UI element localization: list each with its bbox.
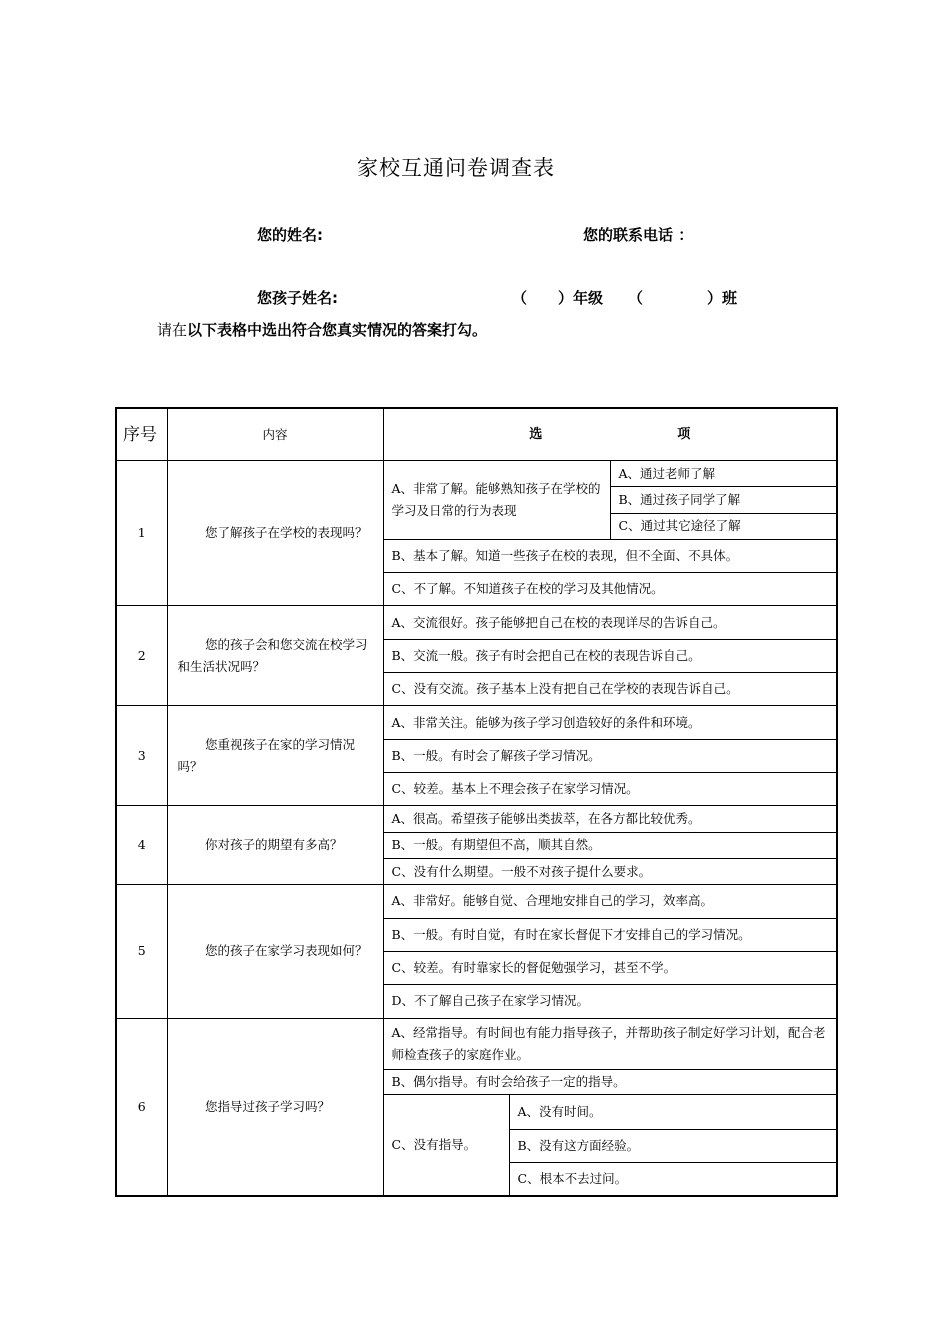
q1-number: 1 [116,461,167,606]
header-options-b: 项 [677,426,691,442]
q6-sub-option-a[interactable]: A、没有时间。 [509,1095,837,1129]
q4-number: 4 [116,806,167,885]
q3-option-b[interactable]: B、一般。有时会了解孩子学习情况。 [383,739,837,772]
q1-text [167,461,383,606]
q4-text [167,806,383,885]
header-options-a: 选 [529,426,543,442]
instruction-bold: 以下表格中选出符合您真实情况的答案打勾。 [187,321,488,339]
q5-text-body: 您的孩子在家学习表现如何？ [205,943,368,959]
q1-option-a[interactable]: A、非常了解。能够熟知孩子在学校的学习及日常的行为表现 [383,461,610,540]
class-open-paren: （ [628,289,644,307]
q4-option-b[interactable]: B、一般。有期望但不高，顺其自然。 [383,832,837,858]
q6-text [167,1018,383,1196]
q5-option-d[interactable]: D、不了解自己孩子在家学习情况。 [383,985,837,1018]
q3-text [167,706,383,806]
q6-option-b[interactable]: B、偶尔指导。有时会给孩子一定的指导。 [383,1070,837,1095]
q5-text [167,885,383,1018]
table-row [116,806,837,832]
header-options [383,408,837,461]
q5-option-c[interactable]: C、较差。有时靠家长的督促勉强学习，甚至不学。 [383,951,837,984]
q4-option-c[interactable]: C、没有什么期望。一般不对孩子提什么要求。 [383,858,837,884]
q3-option-c[interactable]: C、较差。基本上不理会孩子在家学习情况。 [383,773,837,806]
q6-sub-option-b[interactable]: B、没有这方面经验。 [509,1129,837,1162]
q1-text-body: 您了解孩子在学校的表现吗？ [205,525,368,541]
q1-option-b[interactable]: B、基本了解。知道一些孩子在校的表现，但不全面、不具体。 [383,539,837,572]
q2-number: 2 [116,606,167,706]
q6-text-body: 您指导过孩子学习吗？ [205,1098,331,1114]
table-row [116,1018,837,1070]
q6-option-c[interactable]: C、没有指导。 [383,1095,509,1196]
q4-text-body: 你对孩子的期望有多高？ [205,837,343,853]
grade-label: ）年级 [558,289,604,307]
q1-sub-option-a[interactable]: A、通过老师了解 [610,461,837,487]
grade-open-paren: （ [512,289,528,307]
q2-text [167,606,383,706]
q2-option-c[interactable]: C、没有交流。孩子基本上没有把自己在学校的表现告诉自己。 [383,673,837,706]
page-title: 家校互通问卷调查表 [357,156,555,180]
q3-number: 3 [116,706,167,806]
q4-option-a[interactable]: A、很高。希望孩子能够出类拔萃，在各方都比较优秀。 [383,806,837,832]
q5-option-b[interactable]: B、一般。有时自觉，有时在家长督促下才安排自己的学习情况。 [383,918,837,951]
q2-text-body: 您的孩子会和您交流在校学习和生活状况吗？ [177,636,368,674]
header-seq: 序号 [116,408,167,461]
q5-number: 5 [116,885,167,1018]
q3-option-a[interactable]: A、非常关注。能够为孩子学习创造较好的条件和环境。 [383,706,837,739]
phone-label: 您的联系电话 ： [583,226,694,244]
name-label: 您的姓名: [257,226,323,244]
q6-sub-option-c[interactable]: C、根本不去过问。 [509,1163,837,1197]
survey-table [115,407,838,1197]
q5-option-a[interactable]: A、非常好。能够自觉、合理地安排自己的学习，效率高。 [383,885,837,918]
header-row [116,408,837,461]
table-row [116,606,837,639]
table-row [116,706,837,739]
q3-text-body: 您重视孩子在家的学习情况吗？ [177,736,356,774]
q2-option-b[interactable]: B、交流一般。孩子有时会把自己在校的表现告诉自己。 [383,639,837,672]
class-label: ）班 [707,289,738,307]
child-name-label: 您孩子姓名: [257,289,338,307]
instruction-prefix: 请在 [157,321,188,339]
table-row [116,885,837,918]
q2-option-a[interactable]: A、交流很好。孩子能够把自己在校的表现详尽的告诉自己。 [383,606,837,639]
q1-sub-option-b[interactable]: B、通过孩子同学了解 [610,487,837,513]
q6-number: 6 [116,1018,167,1196]
header-content: 内容 [167,408,383,461]
q6-option-a[interactable]: A、经常指导。有时间也有能力指导孩子，并帮助孩子制定好学习计划，配合老师检查孩子的家庭作业。 [383,1018,837,1070]
q1-option-c[interactable]: C、不了解。不知道孩子在校的学习及其他情况。 [383,573,837,606]
instruction [157,319,487,340]
table-row [116,461,837,487]
q1-sub-option-c[interactable]: C、通过其它途径了解 [610,513,837,539]
